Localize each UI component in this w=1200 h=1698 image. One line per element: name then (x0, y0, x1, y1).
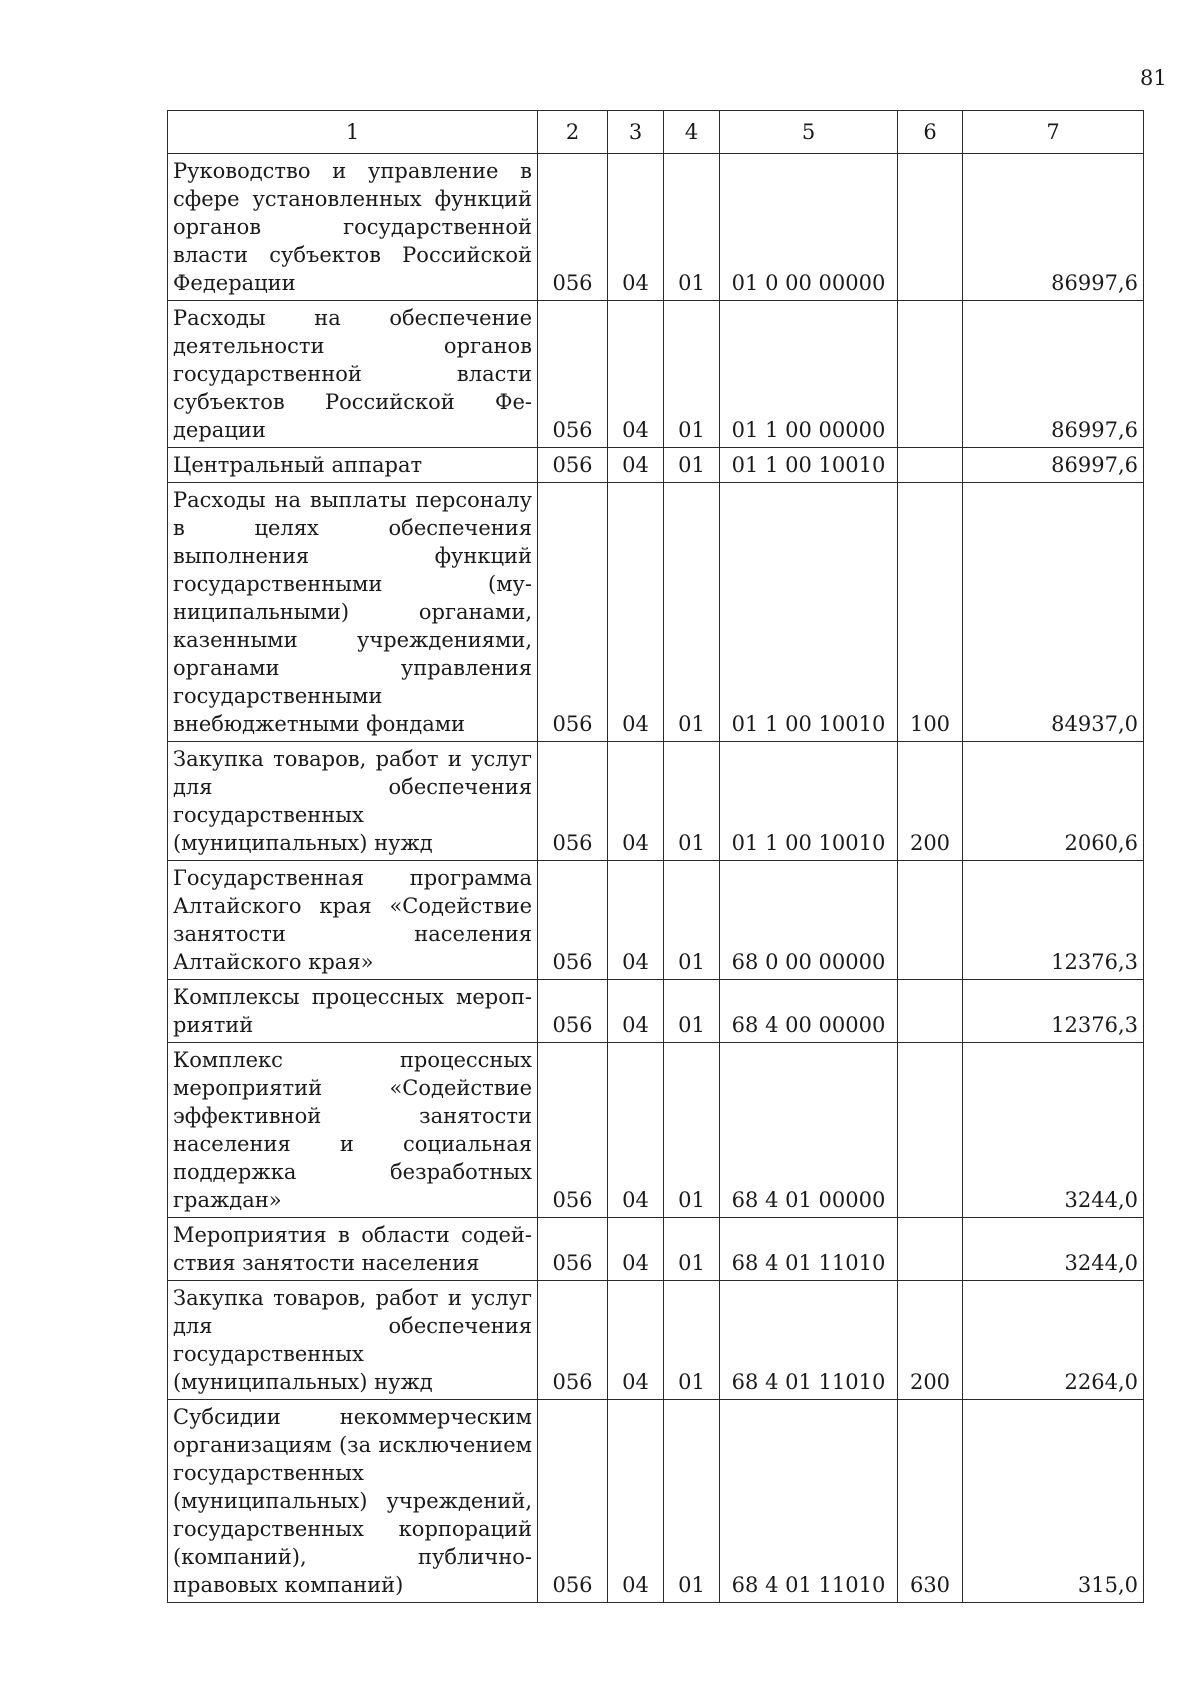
row-expense-type: 200 (898, 1281, 963, 1400)
row-name: Комплекс процессных мероприятий «Содействие эффективной занятости населения и социальная поддержка безработных граждан» (168, 1043, 538, 1218)
row-subsection-code: 01 (664, 980, 720, 1043)
row-name: Руководство и управление в сфере установленных функций органов государственной власти субъектов Российской Федерации (168, 154, 538, 301)
row-subsection-code: 01 (664, 483, 720, 742)
row-admin-code: 056 (538, 980, 608, 1043)
row-section-code: 04 (608, 861, 664, 980)
row-amount: 3244,0 (963, 1218, 1144, 1281)
table-row (168, 483, 1144, 742)
row-subsection-code: 01 (664, 154, 720, 301)
table-row (168, 861, 1144, 980)
row-target-code: 01 1 00 10010 (720, 448, 898, 483)
table-row (168, 301, 1144, 448)
row-section-code: 04 (608, 448, 664, 483)
row-section-code: 04 (608, 742, 664, 861)
row-target-code: 68 4 01 11010 (720, 1218, 898, 1281)
header-cell: 4 (664, 111, 720, 154)
row-admin-code: 056 (538, 301, 608, 448)
row-subsection-code: 01 (664, 861, 720, 980)
row-target-code: 01 1 00 10010 (720, 483, 898, 742)
row-subsection-code: 01 (664, 1281, 720, 1400)
row-expense-type (898, 448, 963, 483)
row-admin-code: 056 (538, 448, 608, 483)
table-row (168, 980, 1144, 1043)
row-section-code: 04 (608, 1400, 664, 1603)
row-section-code: 04 (608, 1043, 664, 1218)
header-cell: 3 (608, 111, 664, 154)
row-section-code: 04 (608, 980, 664, 1043)
row-subsection-code: 01 (664, 301, 720, 448)
row-target-code: 01 1 00 00000 (720, 301, 898, 448)
row-subsection-code: 01 (664, 1400, 720, 1603)
row-section-code: 04 (608, 154, 664, 301)
row-admin-code: 056 (538, 154, 608, 301)
row-name: Центральный аппарат (168, 448, 538, 483)
row-admin-code: 056 (538, 483, 608, 742)
page-number: 81 (1140, 66, 1167, 90)
row-amount: 2264,0 (963, 1281, 1144, 1400)
row-expense-type (898, 154, 963, 301)
row-target-code: 01 0 00 00000 (720, 154, 898, 301)
row-admin-code: 056 (538, 1043, 608, 1218)
row-expense-type (898, 980, 963, 1043)
table-row (168, 742, 1144, 861)
row-amount: 12376,3 (963, 980, 1144, 1043)
row-expense-type: 630 (898, 1400, 963, 1603)
row-target-code: 68 4 01 00000 (720, 1043, 898, 1218)
budget-table (167, 110, 1144, 1603)
row-name: Мероприятия в области содействия занятости населения (168, 1218, 538, 1281)
row-target-code: 68 0 00 00000 (720, 861, 898, 980)
table-row (168, 1043, 1144, 1218)
row-expense-type (898, 1218, 963, 1281)
header-cell: 1 (168, 111, 538, 154)
row-name: Закупка товаров, работ и услуг для обеспечения государственных (муниципальных) нужд (168, 1281, 538, 1400)
row-target-code: 68 4 00 00000 (720, 980, 898, 1043)
header-cell: 6 (898, 111, 963, 154)
row-subsection-code: 01 (664, 1218, 720, 1281)
table-row (168, 448, 1144, 483)
row-section-code: 04 (608, 1281, 664, 1400)
row-target-code: 01 1 00 10010 (720, 742, 898, 861)
row-amount: 2060,6 (963, 742, 1144, 861)
table-row (168, 154, 1144, 301)
row-admin-code: 056 (538, 1281, 608, 1400)
row-admin-code: 056 (538, 1400, 608, 1603)
row-expense-type (898, 1043, 963, 1218)
row-subsection-code: 01 (664, 742, 720, 861)
row-name: Закупка товаров, работ и услуг для обеспечения государственных (муниципальных) нужд (168, 742, 538, 861)
row-subsection-code: 01 (664, 448, 720, 483)
row-admin-code: 056 (538, 742, 608, 861)
row-name: Комплексы процессных мероприятий (168, 980, 538, 1043)
row-expense-type: 200 (898, 742, 963, 861)
row-admin-code: 056 (538, 861, 608, 980)
row-name: Расходы на выплаты персоналу в целях обеспечения выполнения функций государственными (муниципальными) органами, казенными учреждениями, органами управления государственными внебюджетными фондами (168, 483, 538, 742)
row-amount: 84937,0 (963, 483, 1144, 742)
header-cell: 5 (720, 111, 898, 154)
table-row (168, 1218, 1144, 1281)
row-amount: 86997,6 (963, 301, 1144, 448)
row-amount: 315,0 (963, 1400, 1144, 1603)
row-name: Расходы на обеспечение деятельности органов государственной власти субъектов Российской Федерации (168, 301, 538, 448)
row-section-code: 04 (608, 483, 664, 742)
row-amount: 12376,3 (963, 861, 1144, 980)
row-target-code: 68 4 01 11010 (720, 1400, 898, 1603)
row-amount: 3244,0 (963, 1043, 1144, 1218)
header-cell: 2 (538, 111, 608, 154)
row-section-code: 04 (608, 1218, 664, 1281)
row-expense-type: 100 (898, 483, 963, 742)
row-admin-code: 056 (538, 1218, 608, 1281)
row-name: Субсидии некоммерческим организациям (за исключением государственных (муниципальных) учреждений, государственных корпораций (компаний), публично-правовых компаний) (168, 1400, 538, 1603)
row-amount: 86997,6 (963, 154, 1144, 301)
row-expense-type (898, 861, 963, 980)
row-expense-type (898, 301, 963, 448)
table-row (168, 1400, 1144, 1603)
row-target-code: 68 4 01 11010 (720, 1281, 898, 1400)
row-name: Государственная программа Алтайского края «Содействие занятости населения Алтайского края» (168, 861, 538, 980)
table-row (168, 1281, 1144, 1400)
header-cell: 7 (963, 111, 1144, 154)
row-subsection-code: 01 (664, 1043, 720, 1218)
row-amount: 86997,6 (963, 448, 1144, 483)
table-header-row (168, 111, 1144, 154)
row-section-code: 04 (608, 301, 664, 448)
